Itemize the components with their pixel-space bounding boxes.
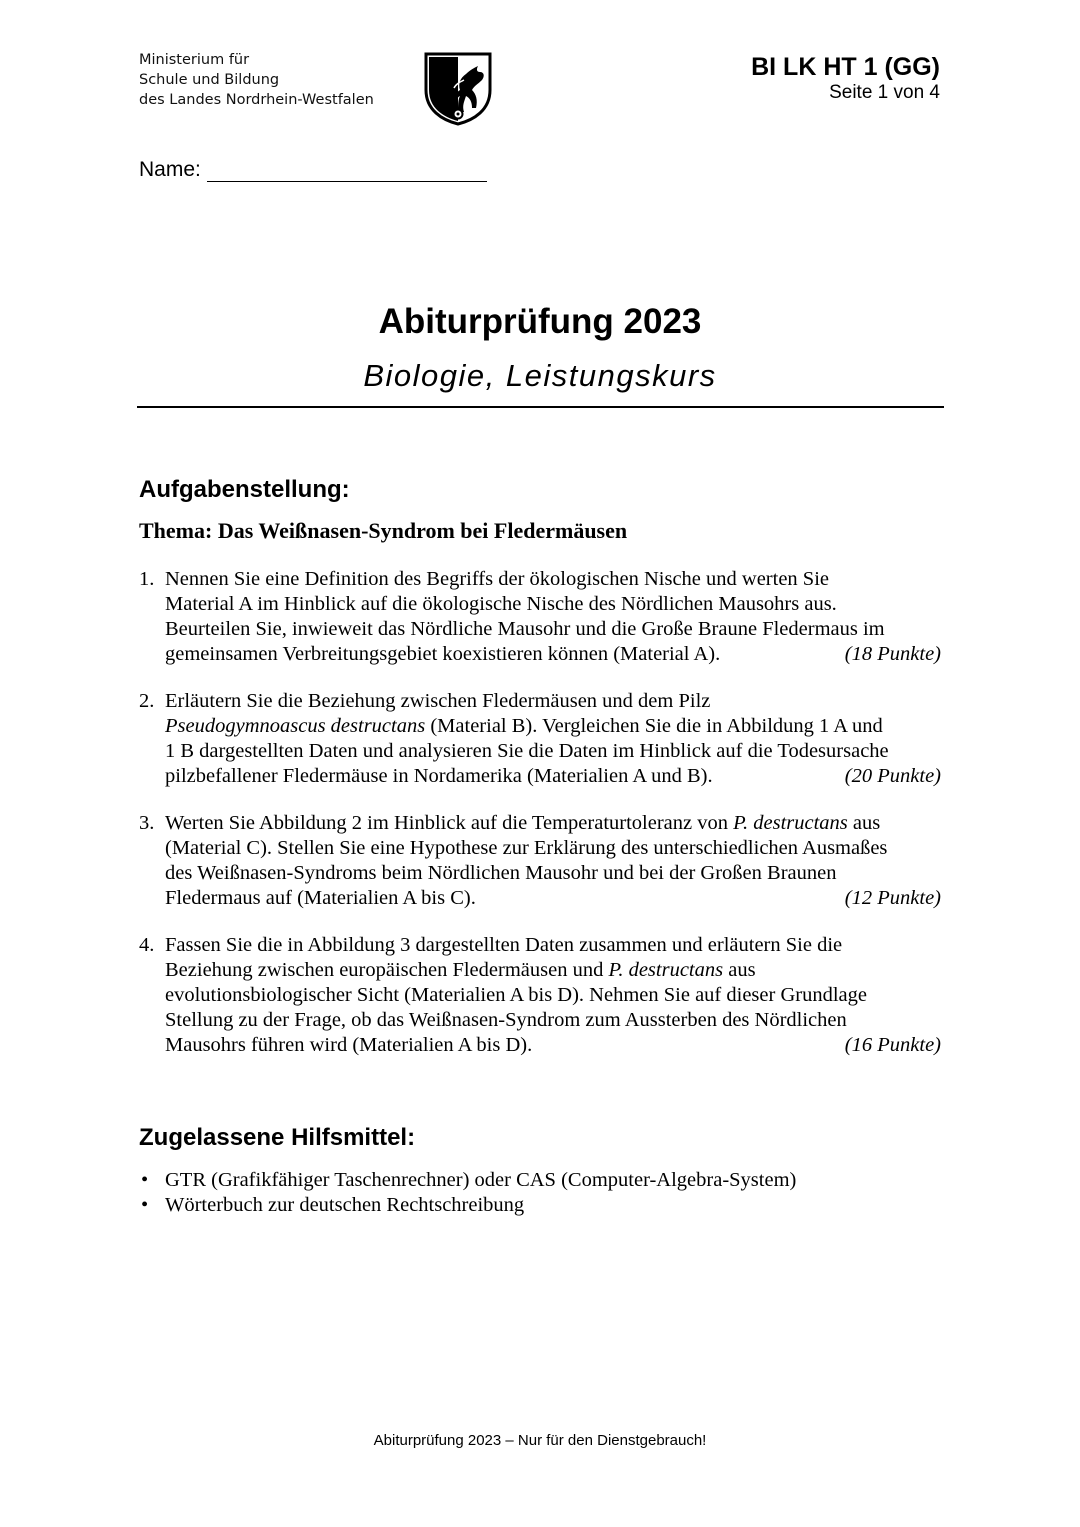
document-code: BI LK HT 1 (GG)	[751, 53, 940, 81]
task-points: (18 Punkte)	[844, 643, 941, 665]
task-text-line: Beziehung zwischen europäischen Fledermäusen und	[165, 959, 609, 981]
nrw-coat-of-arms-icon	[422, 50, 494, 126]
task-text-line: evolutionsbiologischer Sicht (Materialien A bis D). Nehmen Sie auf dieser Grundlage	[165, 984, 867, 1006]
aids-list	[139, 1168, 796, 1218]
list-item: • Wörterbuch zur deutschen Rechtschreibung	[141, 1194, 525, 1216]
page-subtitle: Biologie, Leistungskurs	[363, 358, 717, 393]
task-item	[139, 811, 941, 911]
species-name: P. destructans	[733, 812, 848, 834]
task-item	[139, 567, 941, 667]
page-info: Seite 1 von 4	[829, 82, 940, 103]
task-text-line: Material A im Hinblick auf die ökologische Nische des Nördlichen Mausohrs aus.	[165, 593, 837, 615]
task-text-line: aus	[847, 812, 881, 834]
task-points: (16 Punkte)	[844, 1034, 941, 1056]
task-text-line: Mausohrs führen wird (Materialien A bis D).	[165, 1034, 533, 1056]
name-field	[139, 158, 487, 182]
task-text-line: Werten Sie Abbildung 2 im Hinblick auf die Temperaturtoleranz von	[165, 812, 734, 834]
tasks-heading: Aufgabenstellung:	[139, 476, 350, 503]
task-text-line: aus	[723, 959, 756, 981]
task-text-line: pilzbefallener Fledermäuse in Nordamerika (Materialien A und B).	[165, 765, 713, 787]
task-item	[139, 689, 941, 789]
page-title: Abiturprüfung 2023	[378, 302, 702, 341]
task-points: (12 Punkte)	[844, 887, 941, 909]
task-text-line: des Weißnasen-Syndroms beim Nördlichen Mausohr und bei der Großen Braunen	[165, 862, 837, 884]
task-item	[139, 933, 941, 1058]
species-name: P. destructans	[608, 959, 724, 981]
species-name: Pseudogymnoascus destructans	[165, 715, 426, 737]
ministry-line: Ministerium für	[139, 52, 250, 68]
task-text-line: Erläutern Sie die Beziehung zwischen Fledermäusen und dem Pilz	[165, 690, 711, 712]
bullet-icon: •	[141, 1169, 149, 1191]
list-item: • GTR (Grafikfähiger Taschenrechner) oder CAS (Computer-Algebra-System)	[141, 1169, 797, 1191]
task-text-line: Fledermaus auf (Materialien A bis C).	[165, 887, 476, 909]
bullet-icon: •	[141, 1194, 149, 1216]
name-label: Name:	[139, 158, 201, 181]
task-number: 1.	[139, 568, 155, 590]
title-divider	[137, 406, 944, 408]
task-number: 4.	[139, 934, 155, 956]
task-text-line: Stellung zu der Frage, ob das Weißnasen-Syndrom zum Aussterben des Nördlichen	[165, 1009, 847, 1031]
task-text-line: gemeinsamen Verbreitungsgebiet koexistieren können (Material A).	[165, 643, 721, 665]
name-blank-line[interactable]	[207, 159, 487, 182]
task-text-line: Nennen Sie eine Definition des Begriffs der ökologischen Nische und werten Sie	[165, 568, 829, 590]
ministry-line: des Landes Nordrhein-Westfalen	[139, 92, 374, 108]
task-text-line: (Material B). Vergleichen Sie die in Abbildung 1 A und	[425, 715, 883, 737]
task-points: (20 Punkte)	[844, 765, 941, 787]
task-text-line: (Material C). Stellen Sie eine Hypothese zur Erklärung des unterschiedlichen Ausmaßes	[165, 837, 888, 859]
aids-heading: Zugelassene Hilfsmittel:	[139, 1124, 416, 1151]
topic: Thema: Das Weißnasen-Syndrom bei Fledermäusen	[139, 518, 628, 543]
ministry-line: Schule und Bildung	[139, 72, 280, 88]
task-number: 3.	[139, 812, 155, 834]
task-text-line: 1 B dargestellten Daten und analysieren Sie die Daten im Hinblick auf die Todesursache	[165, 740, 889, 762]
task-text-line: Fassen Sie die in Abbildung 3 dargestellten Daten zusammen und erläutern Sie die	[165, 934, 843, 956]
task-number: 2.	[139, 690, 155, 712]
ministry-name	[139, 50, 374, 110]
task-text-line: Beurteilen Sie, inwieweit das Nördliche Mausohr und die Große Braune Fledermaus im	[165, 618, 885, 640]
document-code-block	[751, 52, 940, 104]
page-footer: Abiturprüfung 2023 – Nur für den Dienstgebrauch!	[373, 1432, 707, 1449]
